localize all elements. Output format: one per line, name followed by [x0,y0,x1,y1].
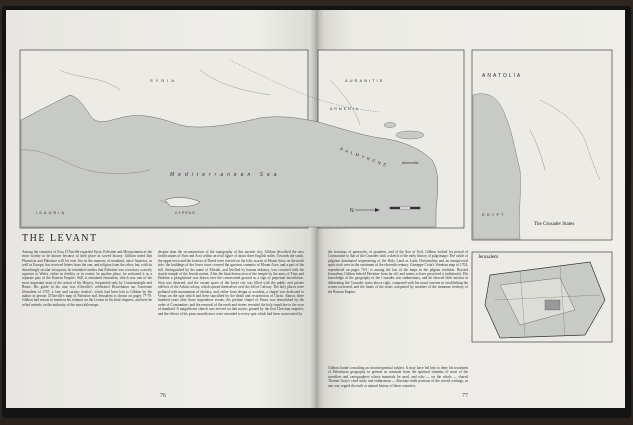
label-isauria: ISAURIA [36,210,67,215]
inset1-title: The Crusader States [534,222,575,227]
left-page-column-2: despise than the reconstruction of the topography of this ancient city; Gibbon described the new fortifications of Sion and Acra within an oval figure of about three English miles. Towards the south, the upper town and the fortress of David were erected on the lofty ascent of Mount Sion; on the north side, the buildings of the lower town covered the spacious summits of Mount Acra; and a part of the hill, distinguished by the name of Moriah, and levelled by human industry, was crowned with the stately temple of the Jewish nation. After the final destruction of the temple by the arms of Titus and Hadrian a ploughshare was drawn over the consecrated ground as a sign of perpetual interdiction. Sion was deserted, and the vacant space of the lower city was filled with the public and private edifices of the Aelian colony, which spread themselves over the hill of Calvary. The holy places were polluted with monuments of idolatry, and, either from design or accident, a chapel was dedicated to Venus on the spot which had been sanctified by the death and resurrection of Christ. Almost three hundred years after those stupendous events, the profane chapel of Venus was demolished by the order of Constantine; and the removal of the earth and stones revealed the holy sepulchre to the eyes of mankind. A magnificent church was erected on that mystic ground by the first Christian emperor, and the effects of his pious munificence were extended to every spot which had been consecrated by [158,250,304,316]
right-page-number: 77 [462,393,468,399]
label-cyprus: CYPRUS [175,211,196,215]
label-palmyrene: PALMYRENE [339,146,390,169]
left-page-number: 76 [160,393,166,399]
right-page-column-1: the footsteps of patriarchs, of prophets, and of the Son of God. Gibbon looked for period of Constantine to that of the Crusades with a sketch of the early history of pilgrimage. The castle of pilgrims dominated sequestering of the Holy Land as Latin Christendom and an unequivocal spirit took over in the sentiment of the eleventh century. Giuseppe Cotta's Venetian map of 1704, reproduced on pages 70-1, is among the last of the maps in the pilgrim tradition. Beyond Jerusalem, Gibbon beheld Palestine from far off, and seems to have perceived it indistinctly. His knowledge of the geography of the Crusades was rudimentary, and he showed little interest in delineating the Crusader states above right, compared with his usual concern in establishing the scenes traversed, and the limits of the states conquered by invaders of the immense territory of the Roman Empire. [328,250,468,294]
label-sea: Mediterranean Sea [170,172,281,178]
label-auranitis: AURANITIS [345,78,385,83]
inland-lake [396,131,424,139]
label-ammonitis: Ammonitis [402,161,419,165]
label-armenia: ARMENIA [330,107,360,111]
inset1-label-anatolia: ANATOLIA [482,73,523,79]
inset1-label-egypt: EGYPT [482,212,506,217]
label-syria: SYRIA [150,78,178,83]
left-page-column-1: Among the countries of Asia, D'Anville regarded Syria, Palestine and Mesopotamia as the most worthy to be known because of their place in sacred history. Gibbon noted that Phoenicia and Palestine will for ever live in the memory of mankind, since America, as well as Europe, has received letters from the one, and religion from the other; but, with its disturbingly secular viewpoint, he reminded readers that Palestine was a territory scarcely superior to Wales, either in fertility or in extent. In another place, he reckoned it as a separate part of the Eastern Empire. Still, it remained Jerusalem, which was one of the most important seats of the action of his History, frequented only by Constantinople and Rome. His guide in his tour was d'Anville's celebrated Dissertation sur l'ancienne Jérusalem of 1747, a 'rare and curious treatise', which had been lent to Gibbon by the author in person. D'Anville's map of Palestine and Jerusalem is shown on pages 77-79. Gibbon had reason to mention his reliance on the Levant in his final chapters, and here he relied entirely on the authority of the most able maps. [22,250,152,307]
inset2-title: Jerusalem [478,255,498,260]
compass-n: N [350,208,354,214]
right-page-column-2: Gibbon found consulting an inconsequential subject. It may have led him to deny his treatment of Palestinian geography in general as common from the spiritual stimulus of most of the travellers and cartographers whose materials he used, and who — on the whole — shared Thomas Gray's cited study and enthusiasm — illustrate tenth portions of the sacred writings, as any way regard the truth or natural history of those countries. [328,366,468,388]
section-title: THE LEVANT [22,233,98,244]
